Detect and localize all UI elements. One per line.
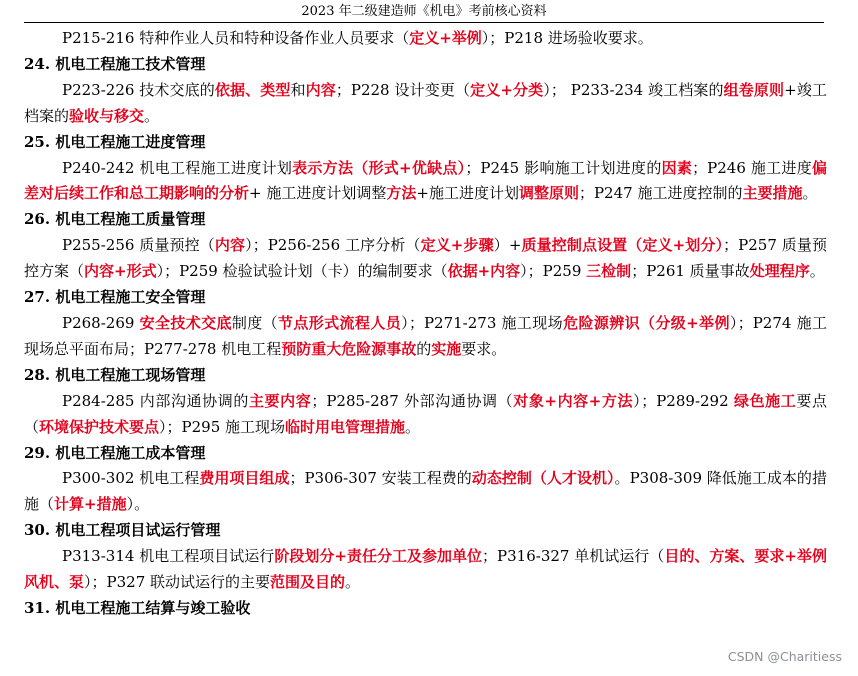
highlighted-text: 主要内容 (248, 391, 312, 410)
highlighted-text: 费用项目组成 (199, 469, 290, 488)
body-text: P255-256 质量预控（ (62, 236, 215, 255)
body-text: 。P308-309 降低施工成本的措施（ (24, 469, 827, 514)
body-text: ；P285-287 外部沟通协调（ (311, 391, 514, 410)
highlighted-text: 环境保护技术要点 (39, 417, 160, 436)
body-text: ）；P327 联动试运行的主要 (84, 573, 271, 592)
body-text: P240-242 机电工程施工进度计划 (62, 158, 293, 177)
body-text: 。 (345, 573, 361, 592)
section-paragraph (24, 233, 827, 285)
body-text: ；P306-307 安装工程费的 (289, 469, 472, 488)
highlighted-text: 质量控制点设置（定义+划分） (521, 236, 724, 255)
header-title: 2023 年二级建造师《机电》考前核心资料 (301, 4, 547, 19)
section-paragraph (24, 466, 827, 518)
section-heading: 28. 机电工程施工现场管理 (24, 365, 206, 384)
body-text: ；P247 施工进度控制的 (578, 184, 743, 203)
highlighted-text: 调整原则 (518, 184, 579, 203)
highlighted-text: 安全技术交底 (139, 313, 232, 332)
section-paragraph (24, 156, 827, 208)
highlighted-text: 内容 (214, 236, 246, 255)
highlighted-text: 主要措施 (742, 184, 803, 203)
body-text: +施工进度计划 (416, 184, 519, 203)
section-paragraph (24, 26, 827, 52)
highlighted-text: 内容+形式 (84, 262, 157, 281)
body-text: ；P316-327 单机试运行（ (482, 547, 665, 566)
body-text: ）；P259 检验试验计划（卡）的编制要求（ (156, 262, 448, 281)
body-text: 的 (416, 339, 432, 358)
highlighted-text: 三检制 (586, 262, 632, 281)
body-text: ；P246 施工进度 (692, 158, 812, 177)
section-paragraph (24, 544, 827, 596)
body-text: ）。 (126, 495, 150, 514)
body-text: ）；P271-273 施工现场 (401, 313, 564, 332)
highlighted-text: 表示方法（形式+优缺点） (292, 158, 466, 177)
section-heading: 26. 机电工程施工质量管理 (24, 210, 206, 229)
section-heading: 27. 机电工程施工安全管理 (24, 288, 206, 307)
highlighted-text: 方法 (386, 184, 417, 203)
highlighted-text: 定义+分类 (470, 80, 544, 99)
watermark: CSDN @Charitiess (727, 649, 842, 664)
highlighted-text: 对象+内容+方法 (513, 391, 634, 410)
highlighted-text: 计算+措施 (54, 495, 127, 514)
body-text: P215-216 特种作业人员和特种设备作业人员要求（ (62, 29, 410, 47)
highlighted-text: 处理程序 (749, 262, 810, 281)
highlighted-text: 定义+步骤 (420, 236, 494, 255)
highlighted-text: 预防重大危险源事故 (281, 339, 417, 358)
section-heading: 25. 机电工程施工进度管理 (24, 132, 206, 151)
body-text: P313-314 机电工程项目试运行 (62, 547, 275, 566)
body-text: ）； P233-234 竣工档案的 (543, 80, 724, 99)
body-text: ；P245 影响施工计划进度的 (465, 158, 662, 177)
highlighted-text: 验收与移交 (69, 106, 145, 125)
highlighted-text: 动态控制（人才设机） (471, 469, 615, 488)
section-paragraph (24, 78, 827, 130)
page-header (24, 2, 824, 23)
section-heading: 31. 机电工程施工结算与竣工验收 (24, 598, 251, 617)
highlighted-text: 实施 (431, 339, 462, 358)
highlighted-text: 组卷原则 (723, 80, 785, 99)
highlighted-text: 阶段划分+责任分工及参加单位 (274, 547, 483, 566)
body-text: ）；P256-256 工序分析（ (245, 236, 421, 255)
body-text: ）；P259 (520, 262, 587, 281)
highlighted-text: 定义+举例 (409, 29, 482, 47)
body-text: ；P257 质量预控方案（ (24, 236, 827, 281)
body-text: ）；P295 施工现场 (159, 417, 286, 436)
highlighted-text: 临时用电管理措施 (285, 417, 406, 436)
body-text: +竣工档案的 (24, 80, 827, 125)
body-text: 。 (809, 262, 825, 281)
section-paragraph (24, 311, 827, 363)
body-text: ）；P274 施工现场总平面布局；P277-278 机电工程 (24, 313, 827, 358)
highlighted-text: 危险源辨识（分级+举例 (563, 313, 730, 332)
body-text: ）；P218 进场验收要求。 (481, 29, 653, 47)
body-text: P268-269 (62, 313, 140, 332)
body-text: 制度（ (231, 313, 279, 332)
section-heading: 29. 机电工程施工成本管理 (24, 443, 206, 462)
document-body (24, 26, 827, 622)
body-text: P223-226 技术交底的 (62, 80, 215, 99)
body-text: + 施工进度计划调整 (249, 184, 387, 203)
section-heading: 30. 机电工程项目试运行管理 (24, 521, 221, 540)
section-paragraph (24, 389, 827, 441)
body-text: P300-302 机电工程 (62, 469, 200, 488)
body-text: 。 (802, 184, 818, 203)
section-heading: 24. 机电工程施工技术管理 (24, 54, 206, 73)
body-text: 。 (405, 417, 421, 436)
body-text: 要点（ (24, 391, 827, 436)
body-text: 。 (144, 106, 160, 125)
body-text: ）；P289-292 (633, 391, 734, 410)
highlighted-text: 偏差对后续工作和总工期影响的分析 (24, 158, 827, 203)
body-text: 要求。 (461, 339, 507, 358)
highlighted-text: 目的、方案、要求+举例风机、泵 (24, 547, 827, 592)
body-text: 和 (290, 80, 306, 99)
highlighted-text: 范围及目的 (270, 573, 346, 592)
highlighted-text: 因素 (661, 158, 693, 177)
body-text: P284-285 内部沟通协调的 (62, 391, 249, 410)
body-text: ）+ (493, 236, 522, 255)
highlighted-text: 依据、类型 (214, 80, 291, 99)
body-text: ；P228 设计变更（ (335, 80, 471, 99)
highlighted-text: 绿色施工 (734, 391, 797, 410)
highlighted-text: 依据+内容 (447, 262, 521, 281)
body-text: ；P261 质量事故 (631, 262, 750, 281)
highlighted-text: 节点形式流程人员 (278, 313, 402, 332)
highlighted-text: 内容 (305, 80, 336, 99)
